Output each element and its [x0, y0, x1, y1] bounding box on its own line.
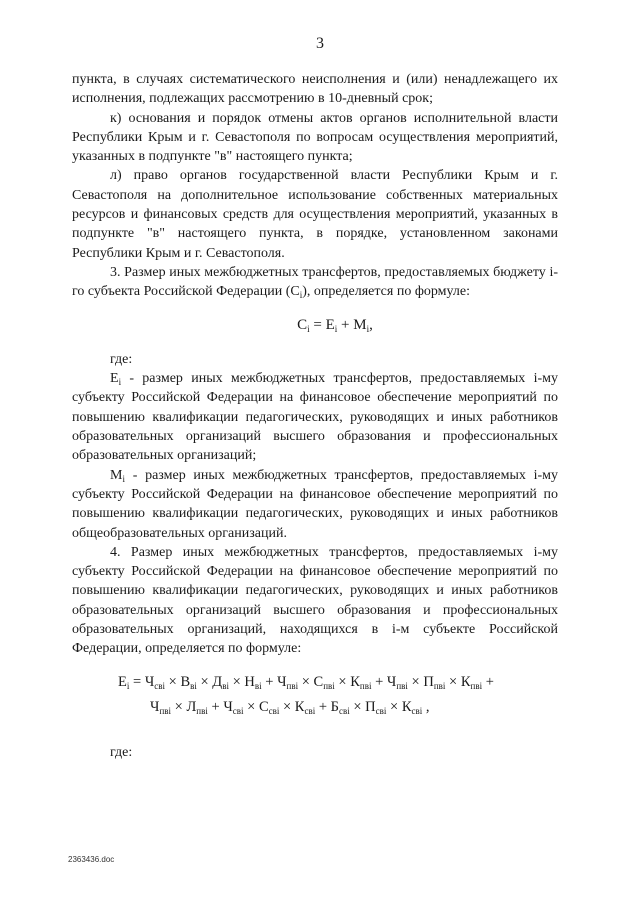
- formula-e-l1-sub-4: вi: [190, 680, 197, 691]
- formula-e-l1-term-2: Ч: [144, 673, 155, 690]
- formula-e-l1-sub-16: пвi: [396, 680, 408, 691]
- formula-e-l2-term-5: ×: [243, 698, 259, 715]
- formula-e-l2-term-11: ×: [349, 698, 366, 715]
- formula-e-l1-term-6: Д: [212, 673, 223, 690]
- formula-e-l1-term-4: В: [180, 673, 191, 690]
- document-filename: 2363436.doc: [68, 855, 115, 864]
- paragraph-4: 4. Размер иных межбюджетных трансфертов, предоставляемых i-му субъекту Российской Федерации на финансовое обеспечение мероприятий по повышению квалификации педагогических, руководящих и иных работников образовательных организаций высшего образования и профессиональных образовательных организаций, находящихся в i-м субъекте Российской Федерации, определяется по формуле:: [72, 544, 558, 657]
- formula-e-l1-term-7: ×: [228, 673, 245, 690]
- formula-e-l1-term-0: E: [118, 673, 127, 690]
- page-number: 3: [316, 35, 324, 52]
- formula-e-l2-term-13: ×: [386, 698, 402, 715]
- formula-e-l2-sub-10: свi: [338, 705, 350, 716]
- formula-e-l1-term-12: С: [313, 673, 324, 690]
- where-label-1: где:: [110, 351, 133, 367]
- formula-e-l2-term-6: С: [258, 698, 269, 715]
- definition-e: $E_i$ - размер иных межбюджетных трансфертов, предоставляемых i-му субъекту Российской Федерации на финансовое обеспечение мероприятий по повышению квалификации педагогических, руководящих и иных работников образовательных организаций высшего образования и профессиональных образовательных организаций;: [72, 371, 558, 464]
- formula-e-l2-term-7: ×: [279, 698, 295, 715]
- paragraph-k: к) основания и порядок отмены актов органов исполнительной власти Республики Крым и г. Севастополя по вопросам осуществления мероприятий, указанных в подпункте "в" настоящего пункта;: [72, 110, 558, 165]
- formula-e-l2-sub-4: свi: [232, 705, 244, 716]
- formula-e-l2-term-15: ,: [422, 698, 430, 715]
- formula-e-l2-term-8: К: [294, 698, 305, 715]
- formula-e-l1-term-13: ×: [334, 673, 351, 690]
- formula-e-l1-sub-14: пвi: [359, 680, 372, 691]
- formula-e-l2-sub-12: свi: [375, 705, 387, 716]
- formula-e-l2-term-3: +: [207, 698, 224, 715]
- formula-e-l1-term-20: К: [460, 673, 471, 690]
- formula-e-l1-sub-0: i: [126, 680, 130, 691]
- formula-e-l2-term-14: К: [401, 698, 412, 715]
- paragraph-3-subscript: i: [299, 290, 303, 301]
- formula-e-l1-term-15: +: [371, 673, 387, 690]
- formula-e-l1-term-14: К: [350, 673, 360, 690]
- formula-e-l1-term-3: ×: [165, 673, 181, 690]
- document-body: [72, 70, 558, 763]
- formula-e-l1-term-17: ×: [407, 673, 424, 690]
- formula-e-l1-sub-18: пвi: [433, 680, 446, 691]
- formula-e-l1-term-10: Ч: [277, 673, 287, 690]
- formula-e-l2-sub-0: пвi: [159, 705, 172, 716]
- formula-e-l2-sub-14: свi: [411, 705, 423, 716]
- formula-c: $C_i = E_i + M_i$,: [297, 316, 373, 334]
- formula-e-l2-term-2: Л: [186, 698, 197, 715]
- paragraph-continuation: пункта, в случаях систематического неисполнения и (или) ненадлежащего их исполнения, подлежащих рассмотрению в 10-дневный срок;: [72, 72, 558, 107]
- paragraph-3: [72, 263, 558, 302]
- formula-e-l1-sub-8: вi: [254, 680, 262, 691]
- formula-e-line-1: [72, 673, 558, 692]
- formula-e-l2-sub-2: пвi: [196, 705, 208, 716]
- formula-e-l1-sub-2: свi: [154, 680, 165, 691]
- formula-e-l1-term-16: Ч: [386, 673, 397, 690]
- formula-e-l2-term-9: +: [315, 698, 331, 715]
- formula-e-l1-term-1: =: [129, 673, 145, 690]
- formula-e-l2-term-10: Б: [330, 698, 339, 715]
- formula-e-l1-term-8: Н: [244, 673, 255, 690]
- formula-e-l1-sub-6: вi: [222, 680, 229, 691]
- formula-e-l2-term-12: П: [365, 698, 376, 715]
- formula-e-l1-term-9: +: [261, 673, 278, 690]
- formula-e-l2-sub-8: свi: [304, 705, 316, 716]
- paragraph-l: л) право органов государственной власти Республики Крым и г. Севастополя на дополнительное использование собственных материальных ресурсов и финансовых средств для осуществления мероприятий, указанных в подпункте "в" настоящего пункта, в порядке, установленном законами Республики Крым и г. Севастополя.: [72, 168, 558, 261]
- formula-e-l2-term-4: Ч: [223, 698, 233, 715]
- paragraph-3-text: 3. Размер иных межбюджетных трансфертов, предоставляемых бюджету i-го субъекта Российской Федерации (C: [72, 264, 558, 300]
- formula-e-l2-term-1: ×: [171, 698, 187, 715]
- formula-e-l1-term-11: ×: [298, 673, 314, 690]
- formula-e-l1-term-18: П: [423, 673, 434, 690]
- formula-e-l1-sub-10: пвi: [286, 680, 299, 691]
- formula-e-l2-term-0: Ч: [150, 698, 160, 715]
- paragraph-3-end: ), определяется по формуле:: [302, 284, 471, 300]
- where-label-2: где:: [110, 745, 133, 761]
- formula-e-l1-sub-20: пвi: [470, 680, 483, 691]
- formula-e-l1-term-5: ×: [196, 673, 213, 690]
- definition-m: $M_i$ - размер иных межбюджетных трансфертов, предоставляемых i-му субъекту Российской Федерации на финансовое обеспечение мероприятий по повышению квалификации педагогических, руководящих и иных работников общеобразовательных организаций.: [72, 467, 558, 541]
- formula-e-line-2: [72, 698, 558, 717]
- formula-e-l1-term-19: ×: [445, 673, 461, 690]
- formula-e-l2-sub-6: свi: [268, 705, 280, 716]
- formula-e-l1-sub-12: пвi: [323, 680, 335, 691]
- formula-e-l1-term-21: +: [482, 673, 494, 690]
